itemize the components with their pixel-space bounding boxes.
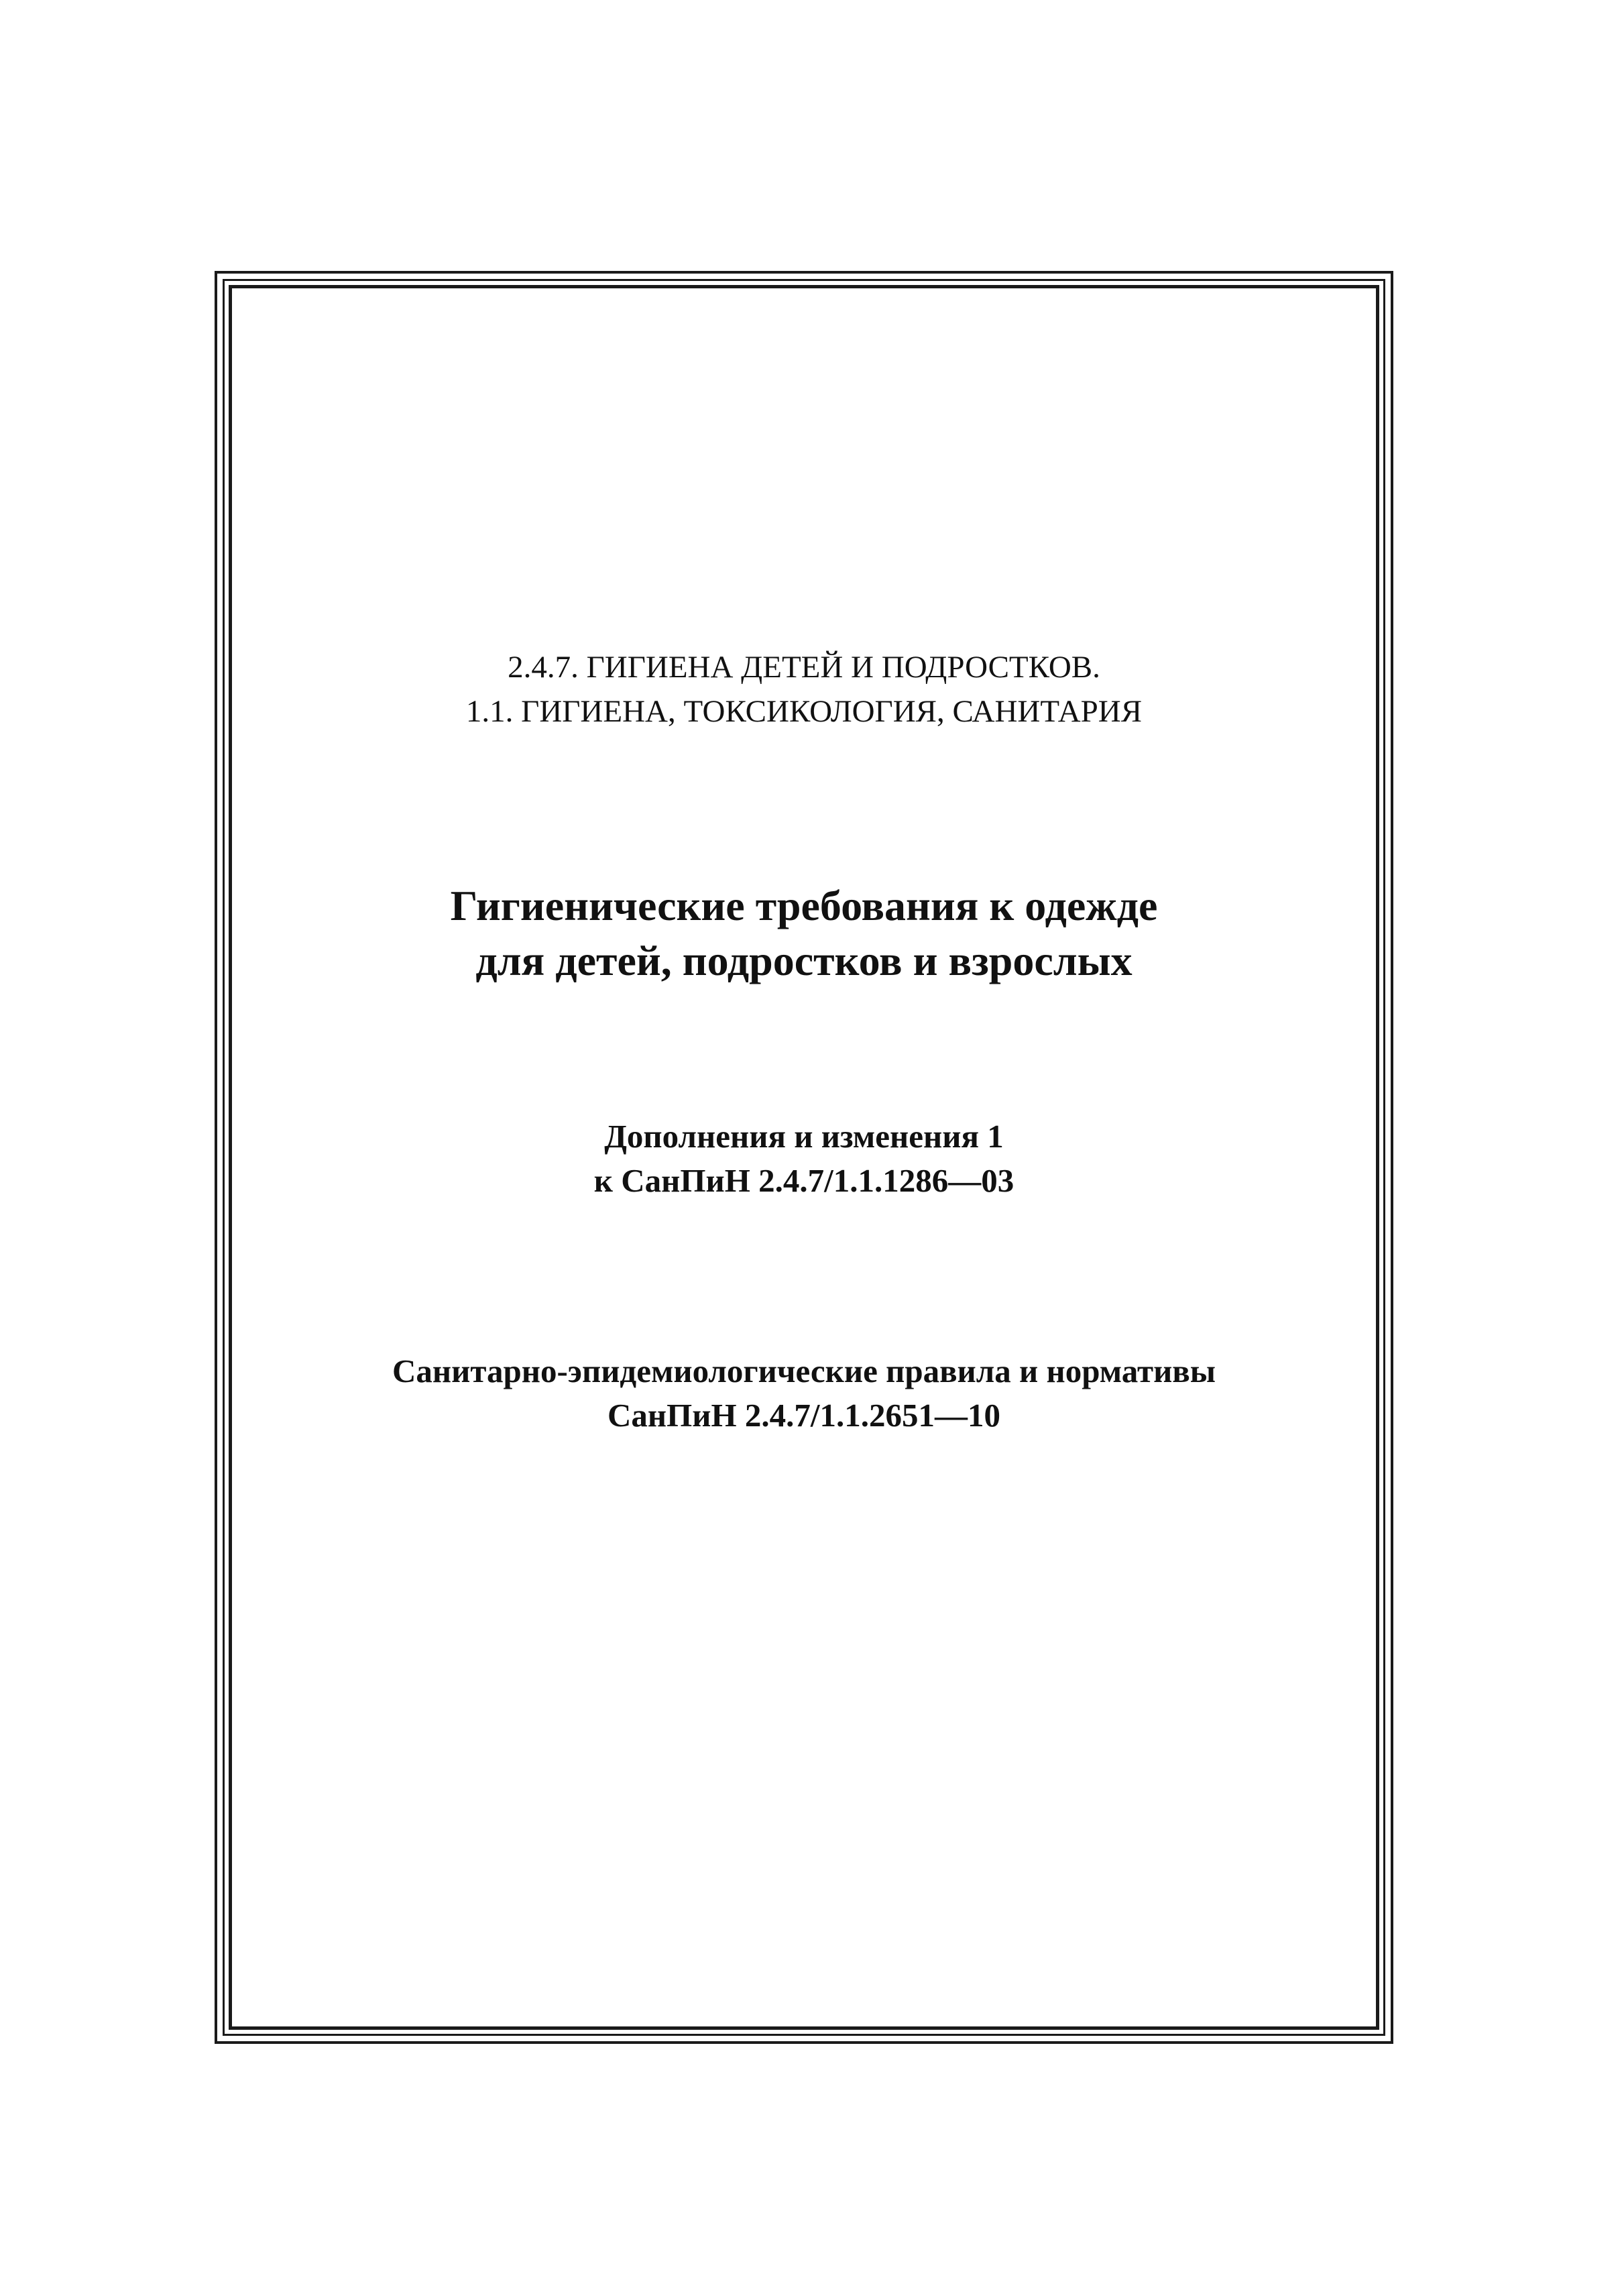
section-code-line-1: 2.4.7. ГИГИЕНА ДЕТЕЙ И ПОДРОСТКОВ. [508,650,1100,685]
page-border-inner [229,285,1379,2030]
sanitary-rules-heading [232,1349,1376,1438]
rules-line-1: Санитарно-эпидемиологические правила и нормативы [392,1353,1216,1389]
section-header [232,645,1376,734]
title-line-1: Гигиенические требования к одежде [450,882,1158,929]
amendment-heading [232,1114,1376,1203]
page-border-frame [215,271,1393,2044]
page-border-middle [223,279,1385,2036]
title-line-2: для детей, подростков и взрослых [475,937,1133,984]
document-title [232,878,1376,988]
section-code-line-2: 1.1. ГИГИЕНА, ТОКСИКОЛОГИЯ, САНИТАРИЯ [465,694,1143,729]
amendment-line-2: к СанПиН 2.4.7/1.1.1286—03 [593,1162,1014,1199]
amendment-line-1: Дополнения и изменения 1 [604,1118,1004,1155]
rules-line-2: СанПиН 2.4.7/1.1.2651—10 [607,1397,1000,1434]
